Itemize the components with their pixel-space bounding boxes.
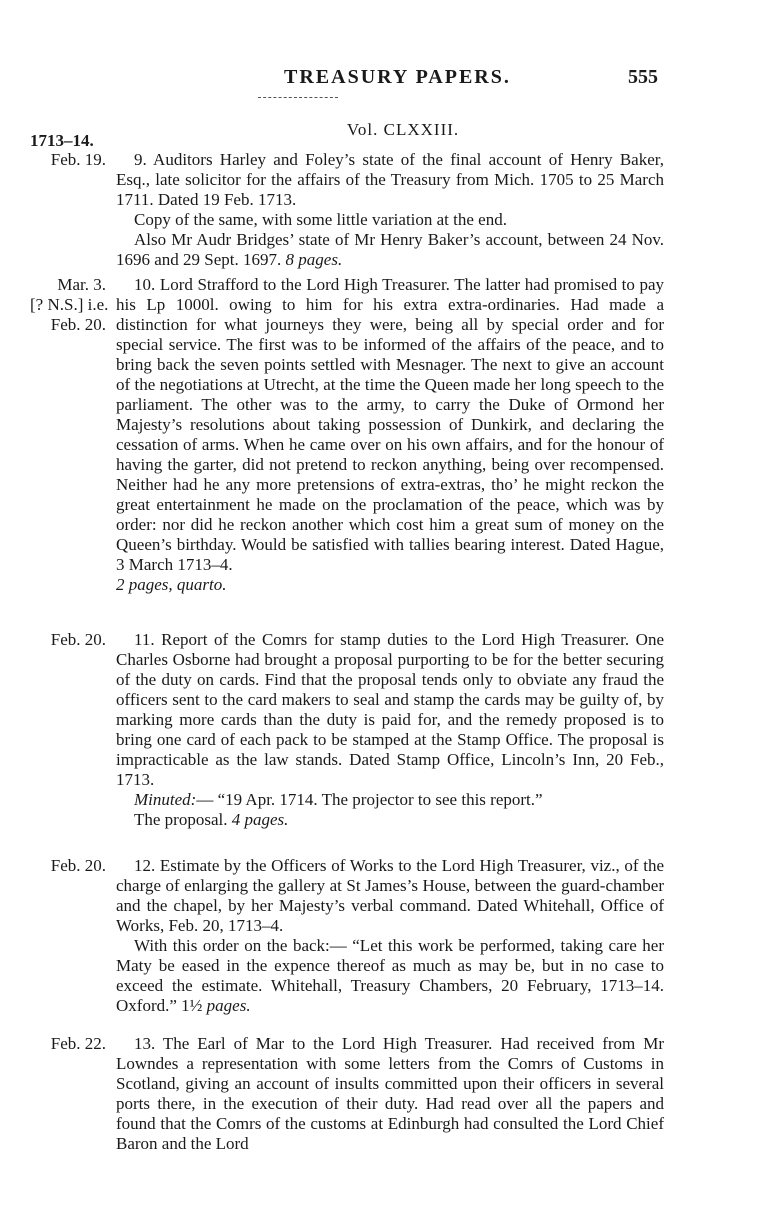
entry-body: 10. Lord Strafford to the Lord High Treasurer. The latter had promised to pay his Lp 1000l. owing to him for his extra extra-ordinaries. Had made a distinction for what journeys they were, being all by special order and for special service. The first was to be informed of the affairs of the peace, and to bring back the seven points settled with Mesnager. The next to give an account of the negotiations at Utrecht, at the time the Queen made her long speech to the parliament. The other was to the army, to carry the Duke of Ormond her Majesty’s resolutions about taking possession of Dunkirk, and declaring the cessation of arms. When he came over on his own affairs, and for the honour of having the garter, did not pretend to reckon anything, being over recompensed. Neither had he any more pretensions of extra-extras, tho’ he might reckon the great entertainment he made on the proclamation of the peace, which was by order: nor did he reckon another which cost him a great sum of money on the Queen’s birthday. Would be satisfied with tallies bearing interest. Dated Hague, 3 March 1713–4. 2 pages, quarto. xyxy=(116,275,664,594)
year-marginal: 1713–14. xyxy=(30,131,94,150)
minuted-label: Minuted: xyxy=(134,790,197,809)
entry-body: 9. Auditors Harley and Foley’s state of the final account of Henry Baker, Esq., late solicitor for the affairs of the Treasury from Mich. 1705 to 25 March 1711. Dated 19 Feb. 1713. Copy of the same, with some little variation at the end. Also Mr Audr Bridges’ state of Mr Henry Baker’s account, between 24 Nov. 1696 and 29 Sept. 1697. 8 pages. xyxy=(116,150,664,269)
entry-body: 11. Report of the Comrs for stamp duties to the Lord High Treasurer. One Charles Osborne had brought a proposal purporting to be for the better securing of the duty on cards. Find that the proposal tends only to obviate any fraud the officers sent to the card makers to seal and stamp the cards may be guilty of, by marking more cards than the duty is paid for, and the remedy proposed is to bring one card of each pack to be stamped at the Stamp Office. The proposal is impracticable as the law stands. Dated Stamp Office, Lincoln’s Inn, 20 Feb., 1713. Minuted:— “19 Apr. 1714. The projector to see this report.” The proposal. 4 pages. xyxy=(116,630,664,829)
page-header xyxy=(0,66,770,96)
pages-note: 2 pages, quarto. xyxy=(116,575,227,594)
header-rule xyxy=(258,97,338,98)
pages-note: 4 pages. xyxy=(231,810,289,829)
entry-date: Mar. 3. [? N.S.] i.e. Feb. 20. xyxy=(30,275,109,334)
page-number: 555 xyxy=(628,66,658,88)
entry-body: 13. The Earl of Mar to the Lord High Treasurer. Had received from Mr Lowndes a representation with some letters from the Comrs of Customs in Scotland, giving an account of insults committed upon their officers in several ports there, in the execution of their duty. Had read over all the papers and found that the Comrs of the customs at Edinburgh had consulted the Lord Chief Baron and the Lord xyxy=(116,1034,664,1153)
entry-date: Feb. 22. xyxy=(50,1034,106,1053)
pages-note: pages. xyxy=(206,996,251,1015)
entry-date: Feb. 20. xyxy=(50,856,106,875)
pages-note: 8 pages. xyxy=(285,250,343,269)
entry-body: 12. Estimate by the Officers of Works to the Lord High Treasurer, viz., of the charge of enlarging the gallery at St James’s House, between the guard-chamber and the chapel, by her Majesty’s verbal command. Dated Whitehall, Office of Works, Feb. 20, 1713–4. With this order on the back:— “Let this work be performed, taking care her Maty be eased in the expence thereof as much as may be, but in no case to exceed the estimate. Whitehall, Treasury Chambers, 20 February, 1713–14. Oxford.” 1½ pages. xyxy=(116,856,664,1015)
volume-heading: Vol. CLXXIII. xyxy=(346,120,460,139)
running-title: TREASURY PAPERS. xyxy=(284,66,511,88)
entry-date: Feb. 20. xyxy=(50,630,106,649)
entry-date: Feb. 19. xyxy=(50,150,106,169)
